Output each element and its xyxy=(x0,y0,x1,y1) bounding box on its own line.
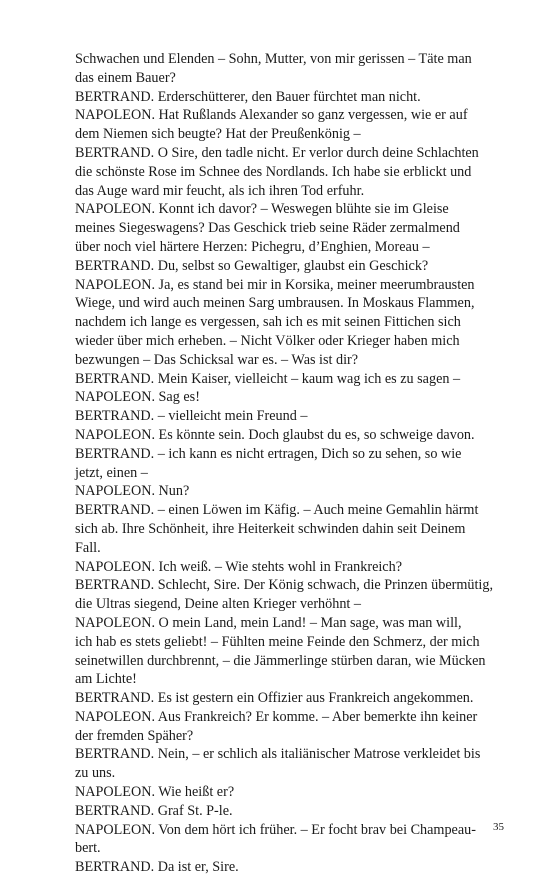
text-line: die Ultras siegend, Deine alten Krieger verhöhnt – xyxy=(75,596,362,613)
text-line: Schwachen und Elenden – Sohn, Mutter, von mir gerissen – Täte man xyxy=(75,51,472,67)
text-line: BERTRAND. Mein Kaiser, vielleicht – kaum wag ich es zu sagen – xyxy=(75,370,461,387)
text-line: NAPOLEON. Konnt ich davor? – Weswegen blühte sie im Gleise xyxy=(75,201,449,218)
text-line: zu uns. xyxy=(75,765,116,782)
text-line: NAPOLEON. Sag es! xyxy=(75,389,200,406)
page-number: 35 xyxy=(493,821,504,833)
text-line: BERTRAND. Du, selbst so Gewaltiger, glaubst ein Geschick? xyxy=(75,257,429,274)
text-line: NAPOLEON. Von dem hört ich früher. – Er focht brav bei Champeau- xyxy=(75,821,476,838)
text-line: ich hab es stets geliebt! – Fühlten meine Feinde den Schmerz, der mich xyxy=(75,633,480,650)
text-line: BERTRAND. O Sire, den tadle nicht. Er verlor durch deine Schlachten xyxy=(75,144,479,161)
text-line: nachdem ich lange es vergessen, sah ich es mit seinen Fittichen sich xyxy=(75,314,461,331)
text-line: BERTRAND. Graf St. P-le. xyxy=(75,802,233,819)
text-line: NAPOLEON. Ja, es stand bei mir in Korsika, meiner meerumbrausten xyxy=(75,276,475,293)
text-line: Fall. xyxy=(75,539,101,556)
text-line: dem Niemen sich beugte? Hat der Preußenkönig – xyxy=(75,126,361,143)
text-line: NAPOLEON. Aus Frankreich? Er komme. – Aber bemerkte ihn keiner xyxy=(75,708,478,725)
text-line: bezwungen – Das Schicksal war es. – Was ist dir? xyxy=(75,351,359,368)
text-line: BERTRAND. Da ist er, Sire. xyxy=(75,859,239,876)
text-line: NAPOLEON. Es könnte sein. Doch glaubst du es, so schweige davon. xyxy=(75,426,475,443)
text-line: über noch viel härtere Herzen: Pichegru, d’Enghien, Moreau – xyxy=(75,238,430,255)
text-line: am Lichte! xyxy=(75,671,137,688)
text-line: BERTRAND. Schlecht, Sire. Der König schwach, die Prinzen übermütig, xyxy=(75,577,493,594)
text-line: BERTRAND. – einen Löwen im Käfig. – Auch meine Gemahlin härmt xyxy=(75,502,479,519)
dialogue-text xyxy=(75,50,508,877)
text-line: jetzt, einen – xyxy=(75,464,148,481)
text-line: sich ab. Ihre Schönheit, ihre Heiterkeit schwinden dahin seit Deinem xyxy=(75,520,466,537)
text-line: BERTRAND. – vielleicht mein Freund – xyxy=(75,408,308,425)
text-line: BERTRAND. Erderschütterer, den Bauer fürchtet man nicht. xyxy=(75,88,421,105)
text-line: BERTRAND. – ich kann es nicht ertragen, Dich so zu sehen, so wie xyxy=(75,445,462,462)
text-line: die schönste Rose im Schnee des Nordlands. Ich habe sie erblickt und xyxy=(75,163,472,180)
text-line: meines Siegeswagens? Das Geschick trieb seine Räder zermalmend xyxy=(75,220,460,237)
text-line: der fremden Späher? xyxy=(75,727,194,744)
text-line: das einem Bauer? xyxy=(75,69,176,86)
text-line: das Auge ward mir feucht, als ich ihren Tod erfuhr. xyxy=(75,182,365,199)
text-line: BERTRAND. Es ist gestern ein Offizier aus Frankreich angekommen. xyxy=(75,690,474,707)
text-line: Wiege, und wird auch meinen Sarg umbrausen. In Moskaus Flammen, xyxy=(75,295,475,312)
text-line: NAPOLEON. Hat Rußlands Alexander so ganz vergessen, wie er auf xyxy=(75,107,468,124)
text-line: wieder über mich erheben. – Nicht Völker oder Krieger haben mich xyxy=(75,332,460,349)
text-line: NAPOLEON. Wie heißt er? xyxy=(75,784,235,801)
text-line: NAPOLEON. Nun? xyxy=(75,483,190,500)
text-line: NAPOLEON. Ich weiß. – Wie stehts wohl in Frankreich? xyxy=(75,558,402,575)
text-line: seinetwillen durchbrennt, – die Jämmerlinge stürben daran, wie Mücken xyxy=(75,652,486,669)
text-line: NAPOLEON. O mein Land, mein Land! – Man sage, was man will, xyxy=(75,614,462,631)
text-line: BERTRAND. Nein, – er schlich als italiänischer Matrose verkleidet bis xyxy=(75,746,481,763)
text-line: bert. xyxy=(75,840,101,857)
